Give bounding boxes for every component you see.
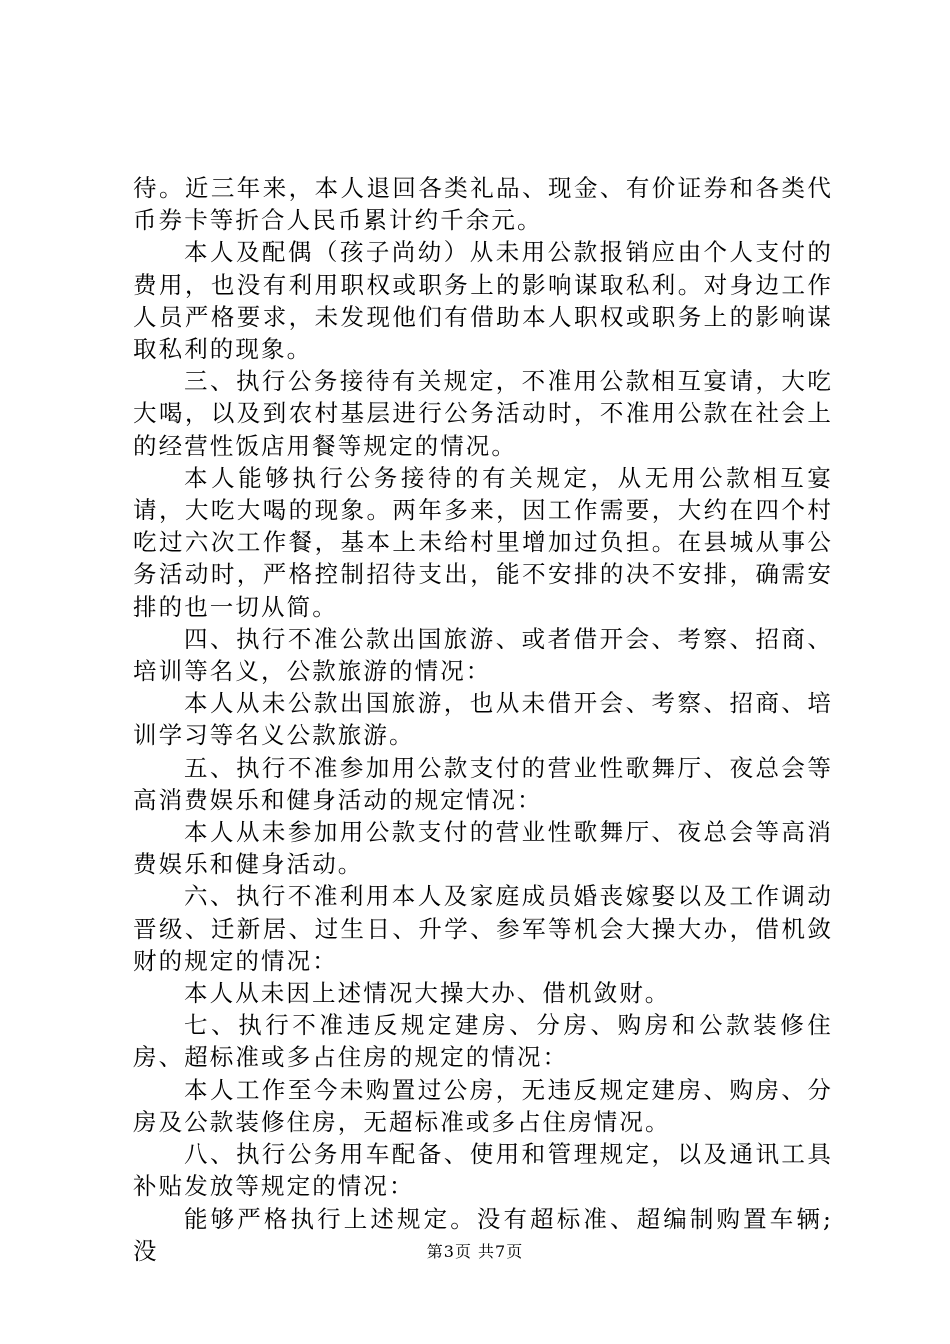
paragraph-11-heading: 七、执行不准违反规定建房、分房、购房和公款装修住房、超标准或多占住房的规定的情况： (133, 1011, 833, 1072)
paragraph-7-heading: 五、执行不准参加用公款支付的营业性歌舞厅、夜总会等高消费娱乐和健身活动的规定情况： (133, 753, 833, 814)
paragraph-6: 本人从未公款出国旅游，也从未借开会、考察、招商、培训学习等名义公款旅游。 (133, 689, 833, 750)
paragraph-2: 本人及配偶（孩子尚幼）从未用公款报销应由个人支付的费用，也没有利用职权或职务上的影响谋取私利。对身边工作人员严格要求，未发现他们有借助本人职权或职务上的影响谋取私利的现象。 (133, 238, 833, 364)
document-body (133, 172, 833, 1267)
paragraph-10: 本人从未因上述情况大操大办、借机敛财。 (184, 979, 671, 1008)
paragraph-14: 能够严格执行上述规定。没有超标准、超编制购置车辆;没 (133, 1204, 833, 1265)
paragraph-13-heading: 八、执行公务用车配备、使用和管理规定，以及通讯工具补贴发放等规定的情况： (133, 1140, 833, 1201)
paragraph-1: 待。近三年来，本人退回各类礼品、现金、有价证券和各类代币券卡等折合人民币累计约千余元。 (133, 174, 833, 235)
paragraph-12: 本人工作至今未购置过公房，无违反规定建房、购房、分房及公款装修住房，无超标准或多占住房情况。 (133, 1075, 833, 1136)
page-number-footer: 第3页 共7页 (426, 1242, 524, 1261)
paragraph-4: 本人能够执行公务接待的有关规定，从无用公款相互宴请，大吃大喝的现象。两年多来，因工作需要，大约在四个村吃过六次工作餐，基本上未给村里增加过负担。在县城从事公务活动时，严格控制招待支出，能不安排的决不安排，确需安排的也一切从简。 (133, 463, 833, 621)
paragraph-8: 本人从未参加用公款支付的营业性歌舞厅、夜总会等高消费娱乐和健身活动。 (133, 818, 833, 879)
paragraph-3-heading: 三、执行公务接待有关规定，不准用公款相互宴请，大吃大喝，以及到农村基层进行公务活动时，不准用公款在社会上的经营性饭店用餐等规定的情况。 (133, 367, 833, 460)
paragraph-5-heading: 四、执行不准公款出国旅游、或者借开会、考察、招商、培训等名义，公款旅游的情况： (133, 624, 833, 686)
paragraph-9-heading: 六、执行不准利用本人及家庭成员婚丧嫁娶以及工作调动晋级、迁新居、过生日、升学、参军等机会大操大办，借机敛财的规定的情况： (133, 882, 833, 975)
